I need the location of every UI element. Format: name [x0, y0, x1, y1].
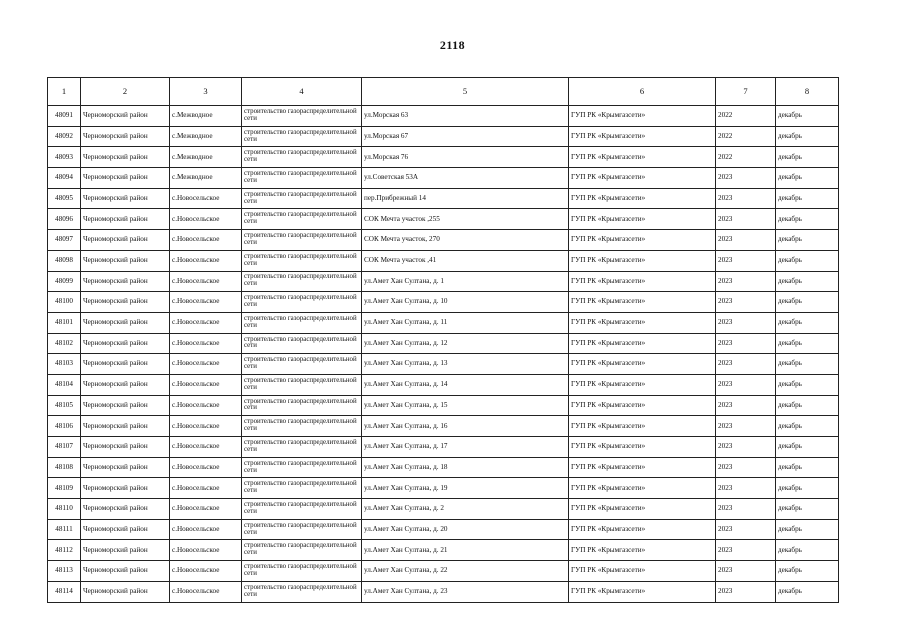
- cell-work-type: строительство газораспределительной сети: [242, 292, 362, 313]
- cell-settlement: с.Новосельское: [170, 581, 242, 602]
- table-row: [48, 581, 839, 602]
- cell-year: 2023: [716, 374, 776, 395]
- cell-district: Черноморский район: [81, 147, 170, 168]
- cell-record-number: 48097: [48, 230, 81, 251]
- cell-year: 2023: [716, 292, 776, 313]
- cell-record-number: 48094: [48, 168, 81, 189]
- cell-organization: ГУП РК «Крымгазсети»: [569, 126, 716, 147]
- cell-work-type: строительство газораспределительной сети: [242, 395, 362, 416]
- cell-year: 2023: [716, 333, 776, 354]
- cell-month: декабрь: [776, 354, 839, 375]
- table-row: [48, 561, 839, 582]
- cell-record-number: 48107: [48, 437, 81, 458]
- cell-address: ул.Амет Хан Султана, д. 19: [362, 478, 569, 499]
- cell-organization: ГУП РК «Крымгазсети»: [569, 540, 716, 561]
- cell-district: Черноморский район: [81, 416, 170, 437]
- cell-address: ул.Амет Хан Султана, д. 17: [362, 437, 569, 458]
- cell-address: ул.Амет Хан Султана, д. 2: [362, 499, 569, 520]
- cell-district: Черноморский район: [81, 478, 170, 499]
- cell-district: Черноморский район: [81, 395, 170, 416]
- cell-organization: ГУП РК «Крымгазсети»: [569, 209, 716, 230]
- cell-record-number: 48100: [48, 292, 81, 313]
- cell-district: Черноморский район: [81, 437, 170, 458]
- cell-address: ул.Амет Хан Султана, д. 1: [362, 271, 569, 292]
- cell-organization: ГУП РК «Крымгазсети»: [569, 478, 716, 499]
- col-header: 5: [362, 78, 569, 106]
- cell-work-type: строительство газораспределительной сети: [242, 106, 362, 127]
- cell-district: Черноморский район: [81, 209, 170, 230]
- cell-month: декабрь: [776, 147, 839, 168]
- cell-organization: ГУП РК «Крымгазсети»: [569, 519, 716, 540]
- cell-settlement: с.Новосельское: [170, 188, 242, 209]
- cell-year: 2023: [716, 188, 776, 209]
- cell-work-type: строительство газораспределительной сети: [242, 519, 362, 540]
- cell-address: ул.Амет Хан Султана, д. 16: [362, 416, 569, 437]
- cell-settlement: с.Межводное: [170, 126, 242, 147]
- cell-year: 2023: [716, 354, 776, 375]
- cell-record-number: 48114: [48, 581, 81, 602]
- cell-month: декабрь: [776, 126, 839, 147]
- cell-year: 2023: [716, 312, 776, 333]
- col-header: 4: [242, 78, 362, 106]
- cell-settlement: с.Новосельское: [170, 271, 242, 292]
- cell-organization: ГУП РК «Крымгазсети»: [569, 437, 716, 458]
- cell-month: декабрь: [776, 374, 839, 395]
- cell-organization: ГУП РК «Крымгазсети»: [569, 168, 716, 189]
- cell-organization: ГУП РК «Крымгазсети»: [569, 106, 716, 127]
- cell-record-number: 48110: [48, 499, 81, 520]
- cell-month: декабрь: [776, 333, 839, 354]
- cell-address: СОК Мечта участок ,255: [362, 209, 569, 230]
- cell-month: декабрь: [776, 561, 839, 582]
- cell-settlement: с.Новосельское: [170, 478, 242, 499]
- col-header: 6: [569, 78, 716, 106]
- cell-work-type: строительство газораспределительной сети: [242, 333, 362, 354]
- cell-district: Черноморский район: [81, 106, 170, 127]
- cell-month: декабрь: [776, 312, 839, 333]
- cell-month: декабрь: [776, 292, 839, 313]
- cell-record-number: 48098: [48, 250, 81, 271]
- cell-month: декабрь: [776, 209, 839, 230]
- cell-month: декабрь: [776, 540, 839, 561]
- cell-district: Черноморский район: [81, 519, 170, 540]
- table-row: [48, 374, 839, 395]
- cell-year: 2023: [716, 416, 776, 437]
- cell-work-type: строительство газораспределительной сети: [242, 478, 362, 499]
- cell-record-number: 48111: [48, 519, 81, 540]
- cell-record-number: 48105: [48, 395, 81, 416]
- cell-work-type: строительство газораспределительной сети: [242, 561, 362, 582]
- cell-work-type: строительство газораспределительной сети: [242, 540, 362, 561]
- cell-address: ул.Морская 63: [362, 106, 569, 127]
- table-row: [48, 478, 839, 499]
- cell-address: ул.Амет Хан Султана, д. 14: [362, 374, 569, 395]
- cell-month: декабрь: [776, 395, 839, 416]
- cell-district: Черноморский район: [81, 168, 170, 189]
- cell-work-type: строительство газораспределительной сети: [242, 416, 362, 437]
- cell-district: Черноморский район: [81, 499, 170, 520]
- cell-settlement: с.Новосельское: [170, 416, 242, 437]
- cell-year: 2023: [716, 561, 776, 582]
- cell-settlement: с.Новосельское: [170, 395, 242, 416]
- cell-year: 2022: [716, 126, 776, 147]
- cell-address: ул.Морская 76: [362, 147, 569, 168]
- cell-settlement: с.Новосельское: [170, 540, 242, 561]
- cell-organization: ГУП РК «Крымгазсети»: [569, 147, 716, 168]
- cell-year: 2022: [716, 106, 776, 127]
- table-row: [48, 416, 839, 437]
- cell-work-type: строительство газораспределительной сети: [242, 312, 362, 333]
- cell-work-type: строительство газораспределительной сети: [242, 126, 362, 147]
- cell-organization: ГУП РК «Крымгазсети»: [569, 188, 716, 209]
- col-header: 1: [48, 78, 81, 106]
- cell-address: ул.Амет Хан Султана, д. 15: [362, 395, 569, 416]
- cell-organization: ГУП РК «Крымгазсети»: [569, 292, 716, 313]
- cell-year: 2023: [716, 437, 776, 458]
- cell-settlement: с.Новосельское: [170, 374, 242, 395]
- cell-month: декабрь: [776, 478, 839, 499]
- cell-district: Черноморский район: [81, 561, 170, 582]
- table-row: [48, 333, 839, 354]
- cell-record-number: 48113: [48, 561, 81, 582]
- registry-table: [47, 77, 839, 603]
- cell-district: Черноморский район: [81, 374, 170, 395]
- cell-year: 2023: [716, 540, 776, 561]
- table-row: [48, 209, 839, 230]
- table-row: [48, 188, 839, 209]
- cell-address: ул.Амет Хан Султана, д. 20: [362, 519, 569, 540]
- table-body: [48, 106, 839, 603]
- col-header: 8: [776, 78, 839, 106]
- cell-settlement: с.Новосельское: [170, 561, 242, 582]
- cell-record-number: 48102: [48, 333, 81, 354]
- cell-address: ул.Амет Хан Султана, д. 21: [362, 540, 569, 561]
- table-row: [48, 168, 839, 189]
- cell-organization: ГУП РК «Крымгазсети»: [569, 561, 716, 582]
- cell-district: Черноморский район: [81, 457, 170, 478]
- table-row: [48, 395, 839, 416]
- cell-address: пер.Прибрежный 14: [362, 188, 569, 209]
- table-header-row: [48, 78, 839, 106]
- cell-record-number: 48109: [48, 478, 81, 499]
- cell-settlement: с.Новосельское: [170, 354, 242, 375]
- table-row: [48, 271, 839, 292]
- table-row: [48, 499, 839, 520]
- cell-organization: ГУП РК «Крымгазсети»: [569, 354, 716, 375]
- cell-month: декабрь: [776, 416, 839, 437]
- cell-organization: ГУП РК «Крымгазсети»: [569, 395, 716, 416]
- cell-address: ул.Амет Хан Султана, д. 23: [362, 581, 569, 602]
- cell-year: 2023: [716, 395, 776, 416]
- cell-record-number: 48095: [48, 188, 81, 209]
- cell-address: ул.Амет Хан Султана, д. 22: [362, 561, 569, 582]
- cell-work-type: строительство газораспределительной сети: [242, 581, 362, 602]
- cell-address: ул.Морская 67: [362, 126, 569, 147]
- cell-organization: ГУП РК «Крымгазсети»: [569, 499, 716, 520]
- table-row: [48, 519, 839, 540]
- cell-organization: ГУП РК «Крымгазсети»: [569, 374, 716, 395]
- cell-organization: ГУП РК «Крымгазсети»: [569, 416, 716, 437]
- cell-month: декабрь: [776, 519, 839, 540]
- cell-work-type: строительство газораспределительной сети: [242, 271, 362, 292]
- cell-year: 2023: [716, 209, 776, 230]
- cell-district: Черноморский район: [81, 540, 170, 561]
- cell-district: Черноморский район: [81, 354, 170, 375]
- col-header: 7: [716, 78, 776, 106]
- table-row: [48, 540, 839, 561]
- cell-month: декабрь: [776, 457, 839, 478]
- cell-address: ул.Амет Хан Султана, д. 12: [362, 333, 569, 354]
- cell-organization: ГУП РК «Крымгазсети»: [569, 457, 716, 478]
- cell-organization: ГУП РК «Крымгазсети»: [569, 581, 716, 602]
- cell-record-number: 48096: [48, 209, 81, 230]
- cell-year: 2023: [716, 581, 776, 602]
- cell-month: декабрь: [776, 188, 839, 209]
- cell-work-type: строительство газораспределительной сети: [242, 457, 362, 478]
- table-row: [48, 230, 839, 251]
- table-row: [48, 126, 839, 147]
- cell-record-number: 48091: [48, 106, 81, 127]
- cell-settlement: с.Межводное: [170, 168, 242, 189]
- cell-record-number: 48093: [48, 147, 81, 168]
- cell-organization: ГУП РК «Крымгазсети»: [569, 271, 716, 292]
- cell-settlement: с.Новосельское: [170, 519, 242, 540]
- cell-organization: ГУП РК «Крымгазсети»: [569, 333, 716, 354]
- cell-year: 2023: [716, 168, 776, 189]
- cell-month: декабрь: [776, 437, 839, 458]
- cell-address: ул.Амет Хан Султана, д. 10: [362, 292, 569, 313]
- cell-month: декабрь: [776, 230, 839, 251]
- cell-work-type: строительство газораспределительной сети: [242, 499, 362, 520]
- table-row: [48, 106, 839, 127]
- cell-address: СОК Мечта участок ,41: [362, 250, 569, 271]
- cell-month: декабрь: [776, 271, 839, 292]
- cell-district: Черноморский район: [81, 292, 170, 313]
- table-row: [48, 312, 839, 333]
- cell-year: 2023: [716, 271, 776, 292]
- cell-settlement: с.Новосельское: [170, 209, 242, 230]
- cell-address: ул.Советская 53А: [362, 168, 569, 189]
- cell-settlement: с.Новосельское: [170, 499, 242, 520]
- cell-work-type: строительство газораспределительной сети: [242, 437, 362, 458]
- cell-record-number: 48112: [48, 540, 81, 561]
- cell-settlement: с.Новосельское: [170, 250, 242, 271]
- table-row: [48, 457, 839, 478]
- cell-district: Черноморский район: [81, 188, 170, 209]
- cell-district: Черноморский район: [81, 271, 170, 292]
- cell-year: 2022: [716, 147, 776, 168]
- cell-address: ул.Амет Хан Султана, д. 13: [362, 354, 569, 375]
- cell-work-type: строительство газораспределительной сети: [242, 374, 362, 395]
- cell-year: 2023: [716, 519, 776, 540]
- col-header: 3: [170, 78, 242, 106]
- cell-record-number: 48099: [48, 271, 81, 292]
- cell-settlement: с.Межводное: [170, 106, 242, 127]
- table-row: [48, 354, 839, 375]
- cell-year: 2023: [716, 457, 776, 478]
- cell-record-number: 48092: [48, 126, 81, 147]
- table-row: [48, 292, 839, 313]
- cell-settlement: с.Новосельское: [170, 333, 242, 354]
- table-row: [48, 250, 839, 271]
- cell-work-type: строительство газораспределительной сети: [242, 209, 362, 230]
- cell-settlement: с.Межводное: [170, 147, 242, 168]
- page-number: 2118: [439, 38, 466, 52]
- cell-district: Черноморский район: [81, 230, 170, 251]
- cell-month: декабрь: [776, 581, 839, 602]
- cell-organization: ГУП РК «Крымгазсети»: [569, 312, 716, 333]
- cell-district: Черноморский район: [81, 126, 170, 147]
- cell-record-number: 48106: [48, 416, 81, 437]
- cell-year: 2023: [716, 230, 776, 251]
- cell-district: Черноморский район: [81, 312, 170, 333]
- cell-address: СОК Мечта участок, 270: [362, 230, 569, 251]
- col-header: 2: [81, 78, 170, 106]
- table-row: [48, 147, 839, 168]
- cell-work-type: строительство газораспределительной сети: [242, 168, 362, 189]
- cell-settlement: с.Новосельское: [170, 292, 242, 313]
- cell-organization: ГУП РК «Крымгазсети»: [569, 250, 716, 271]
- table-row: [48, 437, 839, 458]
- cell-work-type: строительство газораспределительной сети: [242, 188, 362, 209]
- cell-work-type: строительство газораспределительной сети: [242, 250, 362, 271]
- cell-year: 2023: [716, 499, 776, 520]
- cell-organization: ГУП РК «Крымгазсети»: [569, 230, 716, 251]
- cell-year: 2023: [716, 478, 776, 499]
- cell-record-number: 48103: [48, 354, 81, 375]
- cell-settlement: с.Новосельское: [170, 312, 242, 333]
- cell-month: декабрь: [776, 250, 839, 271]
- cell-month: декабрь: [776, 499, 839, 520]
- cell-settlement: с.Новосельское: [170, 437, 242, 458]
- cell-district: Черноморский район: [81, 250, 170, 271]
- cell-month: декабрь: [776, 106, 839, 127]
- cell-record-number: 48104: [48, 374, 81, 395]
- cell-month: декабрь: [776, 168, 839, 189]
- cell-district: Черноморский район: [81, 333, 170, 354]
- cell-settlement: с.Новосельское: [170, 230, 242, 251]
- cell-work-type: строительство газораспределительной сети: [242, 147, 362, 168]
- cell-address: ул.Амет Хан Султана, д. 18: [362, 457, 569, 478]
- cell-district: Черноморский район: [81, 581, 170, 602]
- cell-record-number: 48108: [48, 457, 81, 478]
- cell-year: 2023: [716, 250, 776, 271]
- cell-settlement: с.Новосельское: [170, 457, 242, 478]
- cell-work-type: строительство газораспределительной сети: [242, 354, 362, 375]
- cell-work-type: строительство газораспределительной сети: [242, 230, 362, 251]
- cell-record-number: 48101: [48, 312, 81, 333]
- cell-address: ул.Амет Хан Султана, д. 11: [362, 312, 569, 333]
